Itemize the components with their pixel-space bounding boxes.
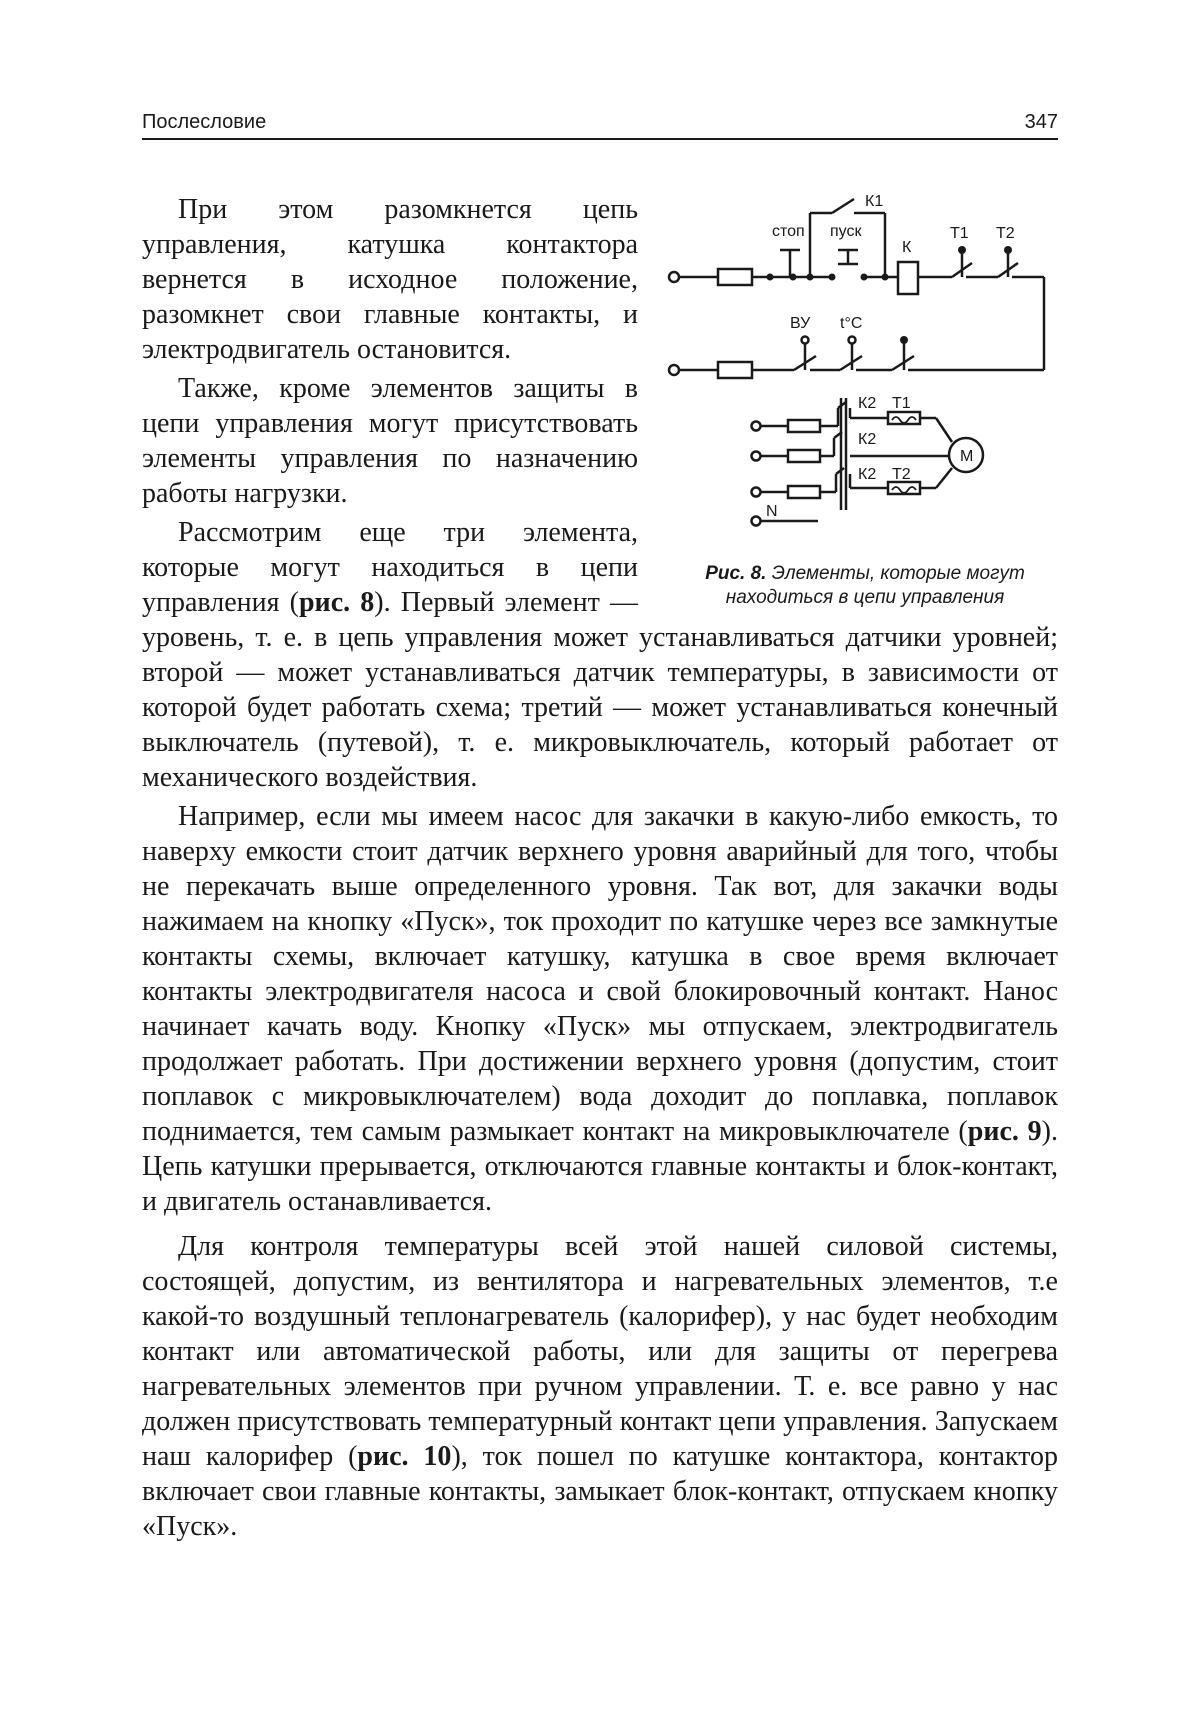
figure-caption-ref: Рис. 8. bbox=[705, 563, 767, 584]
label-k1: К1 bbox=[865, 193, 884, 210]
page-number: 347 bbox=[1024, 111, 1058, 133]
paragraph-3-part-a: Рассмотрим еще три элемента, которые могут находиться в цепи управления ( bbox=[142, 517, 638, 618]
figure-ref-9: рис. 9 bbox=[967, 1116, 1042, 1147]
label-start: пуск bbox=[830, 223, 862, 240]
label-t1-power: Т1 bbox=[892, 395, 911, 412]
label-t1: Т1 bbox=[950, 225, 969, 242]
figure-caption-text: Элементы, которые могут находиться в цепи управления bbox=[725, 563, 1025, 608]
paragraph-5-part-a: Для контроля температуры всей этой нашей силовой системы, состоящей, допустим, из вентилятора и нагревательных элементов, т.е какой-то воздушный теплонагреватель (калорифер), у нас будет необходим контакт или автоматической работы, или для защиты от перегрева нагревательных элементов при ручном управлении. Т. е. все равно у нас должен присутствовать температурный контакт цепи управления. Запускаем наш калорифер ( bbox=[142, 1231, 1058, 1472]
paragraph-5-part-b: ), ток пошел по катушке контактора, контактор включает свои главные контакты, замыкает блок-контакт, отпускаем кнопку «Пуск». bbox=[142, 1441, 1058, 1542]
page-body bbox=[142, 192, 1058, 1548]
label-neutral: N bbox=[766, 503, 778, 520]
diagram-labels bbox=[766, 193, 1015, 520]
figure-8 bbox=[660, 180, 1070, 610]
figure-ref-8: рис. 8 bbox=[298, 587, 375, 618]
paragraph-4-part-b: ). Цепь катушки прерывается, отключаются главные контакты и блок-контакт, и двигатель останавливается. bbox=[142, 1116, 1058, 1217]
figure-ref-10: рис. 10 bbox=[357, 1441, 452, 1472]
label-k: К bbox=[902, 239, 912, 256]
label-motor: М bbox=[960, 448, 974, 465]
fuse-1 bbox=[718, 269, 752, 285]
power-wiring bbox=[752, 398, 984, 526]
label-k2-mid: К2 bbox=[858, 431, 877, 448]
control-circuit-diagram bbox=[660, 180, 1070, 560]
label-k2-top: К2 bbox=[858, 395, 877, 412]
label-tc: t°C bbox=[840, 315, 863, 332]
row2-wiring bbox=[669, 336, 1044, 378]
coil-k bbox=[898, 262, 918, 294]
label-t2: Т2 bbox=[996, 225, 1015, 242]
fuse-2 bbox=[718, 362, 752, 378]
paragraph-3-part-b: ). Первый элемент — уровень, т. е. в цепь управления может устанавливаться датчики уровней; второй — может устанавливаться датчик температуры, в зависимости от которой будет работать схема; третий — может устанавливаться конечный выключатель (путевой), т. е. микровыключатель, который работает от механического воздействия. bbox=[142, 587, 1058, 793]
paragraph-4 bbox=[142, 799, 1058, 1219]
paragraph-5 bbox=[142, 1229, 1058, 1544]
label-stop: стоп bbox=[772, 223, 805, 240]
figure-caption bbox=[660, 562, 1070, 610]
paragraph-1: При этом разомкнется цепь управления, катушка контактора вернется в исходное положение, разомкнет свои главные контакты, и электродвигатель остановится. bbox=[142, 194, 638, 365]
section-title: Послесловие bbox=[142, 111, 267, 133]
paragraph-4-part-a: Например, если мы имеем насос для закачки в какую-либо емкость, то наверху емкости стоит датчик верхнего уровня аварийный для того, чтобы не перекачать выше определенного уровня. Так вот, для закачки воды нажимаем на кнопку «Пуск», ток проходит по катушке через все замкнутые контакты схемы, включает катушку, катушка в свое время включает контакты электродвигателя насоса и свой блокировочный контакт. Нанос начинает качать воду. Кнопку «Пуск» мы отпускаем, электродвигатель продолжает работать. При достижении верхнего уровня (допустим, стоит поплавок с микровыключателем) вода доходит до поплавка, поплавок поднимается, тем самым размыкает контакт на микровыключателе ( bbox=[142, 801, 1058, 1147]
label-k2-bottom: К2 bbox=[858, 466, 877, 483]
running-header bbox=[142, 108, 1058, 140]
paragraph-2: Также, кроме элементов защиты в цепи управления могут присутствовать элементы управления по назначению работы нагрузки. bbox=[142, 373, 638, 509]
label-vu: ВУ bbox=[790, 315, 811, 332]
label-t2-power: Т2 bbox=[892, 466, 911, 483]
